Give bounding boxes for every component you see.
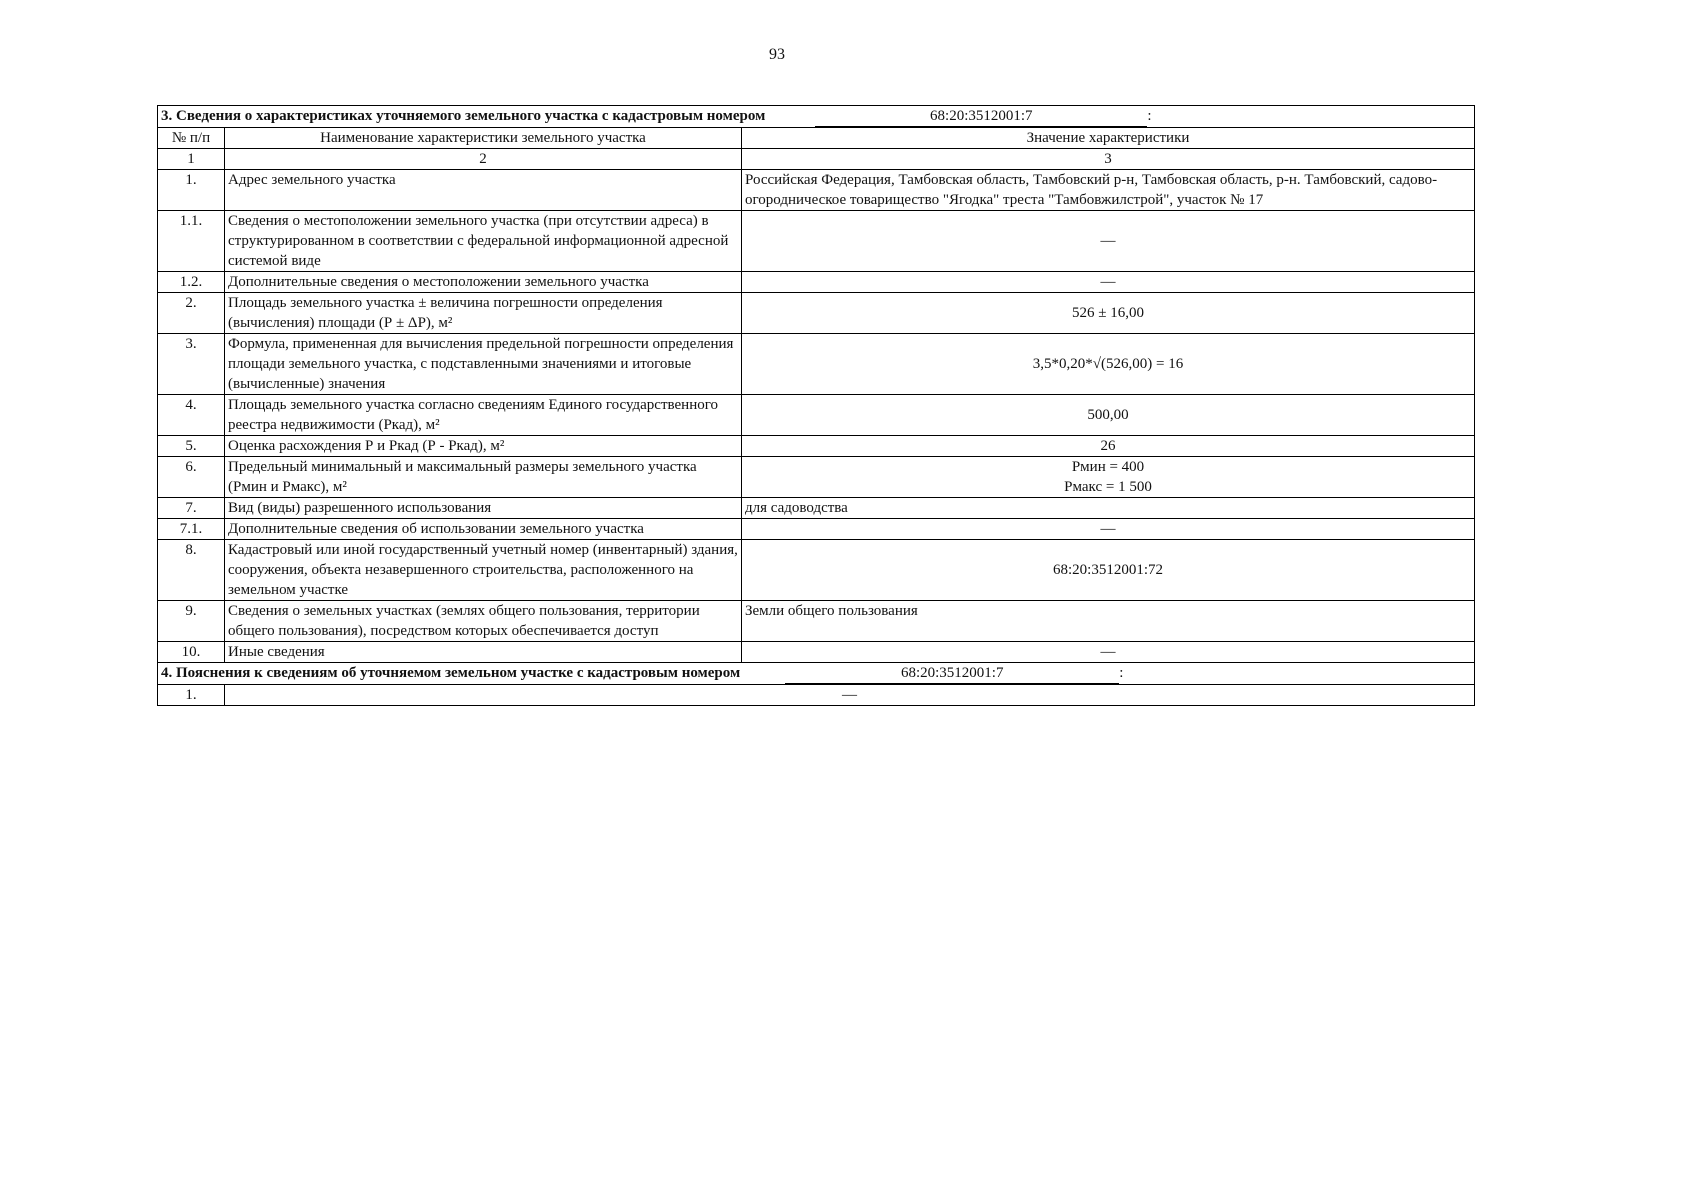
row-number: 8.	[158, 540, 225, 601]
page-number: 93	[769, 46, 785, 63]
row-name: Адрес земельного участка	[225, 170, 742, 211]
col-number-1: 1	[158, 149, 225, 170]
section-3-cadastral-number: 68:20:3512001:7	[815, 106, 1147, 127]
col-header-number: № п/п	[158, 128, 225, 149]
column-number-row	[158, 149, 1475, 170]
row-number: 7.	[158, 498, 225, 519]
row-name: Формула, примененная для вычисления предельной погрешности определения площади земельного участка, с подставленными значениями и итоговые (вычисленные) значения	[225, 334, 742, 395]
table-row	[158, 170, 1475, 211]
row-name: Кадастровый или иной государственный учетный номер (инвентарный) здания, сооружения, объекта незавершенного строительства, расположенного на земельном участке	[225, 540, 742, 601]
row-number: 1.	[158, 685, 225, 706]
table-row	[158, 540, 1475, 601]
table-row	[158, 395, 1475, 436]
row-number: 10.	[158, 642, 225, 663]
row-number: 1.2.	[158, 272, 225, 293]
table-row	[158, 519, 1475, 540]
table-row	[158, 498, 1475, 519]
row-value: —	[742, 211, 1475, 272]
row-number: 6.	[158, 457, 225, 498]
section-4-cadastral-number: 68:20:3512001:7	[785, 663, 1119, 684]
col-number-2: 2	[225, 149, 742, 170]
row-value: —	[225, 685, 1475, 706]
row-name: Вид (виды) разрешенного использования	[225, 498, 742, 519]
row-number: 3.	[158, 334, 225, 395]
table-row	[158, 272, 1475, 293]
col-number-3: 3	[742, 149, 1475, 170]
section-4-title: 4. Пояснения к сведениям об уточняемом земельном участке с кадастровым номером	[161, 665, 741, 681]
section-3-header-row	[158, 106, 1475, 128]
row-name: Сведения о земельных участках (землях общего пользования, территории общего пользования), посредством которых обеспечивается доступ	[225, 601, 742, 642]
row-value: 26	[742, 436, 1475, 457]
row-name: Предельный минимальный и максимальный размеры земельного участка (Рмин и Рмакс), м²	[225, 457, 742, 498]
row-value: 3,5*0,20*√(526,00) = 16	[742, 334, 1475, 395]
col-header-value: Значение характеристики	[742, 128, 1475, 149]
row-number: 9.	[158, 601, 225, 642]
section-3-colon: :	[1147, 108, 1152, 124]
column-header-row	[158, 128, 1475, 149]
table-row	[158, 601, 1475, 642]
min-size-value: Рмин = 400	[1071, 459, 1145, 475]
cadastral-info-table	[157, 105, 1475, 706]
section-3-title: 3. Сведения о характеристиках уточняемого земельного участка с кадастровым номером	[161, 108, 766, 124]
row-name: Дополнительные сведения о местоположении земельного участка	[225, 272, 742, 293]
row-value: —	[742, 272, 1475, 293]
row-number: 7.1.	[158, 519, 225, 540]
row-number: 1.	[158, 170, 225, 211]
col-header-name: Наименование характеристики земельного участка	[225, 128, 742, 149]
row-name: Площадь земельного участка ± величина погрешности определения (вычисления) площади (Р ± ΔР), м²	[225, 293, 742, 334]
table-row	[158, 211, 1475, 272]
section-4-colon: :	[1119, 665, 1124, 681]
section-4-header-row	[158, 663, 1475, 685]
row-value	[742, 457, 1475, 498]
row-name: Сведения о местоположении земельного участка (при отсутствии адреса) в структурированном в соответствии с федеральной информационной адресной системой виде	[225, 211, 742, 272]
row-value: 526 ± 16,00	[742, 293, 1475, 334]
row-name: Площадь земельного участка согласно сведениям Единого государственного реестра недвижимости (Ркад), м²	[225, 395, 742, 436]
row-value: 68:20:3512001:72	[742, 540, 1475, 601]
row-number: 1.1.	[158, 211, 225, 272]
row-number: 4.	[158, 395, 225, 436]
table-row	[158, 293, 1475, 334]
row-name: Дополнительные сведения об использовании земельного участка	[225, 519, 742, 540]
row-name: Иные сведения	[225, 642, 742, 663]
row-value: 500,00	[742, 395, 1475, 436]
table-row	[158, 334, 1475, 395]
table-row	[158, 685, 1475, 706]
table-row	[158, 457, 1475, 498]
row-value: —	[742, 642, 1475, 663]
row-value: —	[742, 519, 1475, 540]
row-number: 2.	[158, 293, 225, 334]
table-row	[158, 436, 1475, 457]
row-name: Оценка расхождения Р и Ркад (Р - Ркад), м²	[225, 436, 742, 457]
table-row	[158, 642, 1475, 663]
max-size-value: Рмакс = 1 500	[1064, 479, 1152, 495]
row-value: для садоводства	[742, 498, 1475, 519]
row-number: 5.	[158, 436, 225, 457]
row-value: Земли общего пользования	[742, 601, 1475, 642]
row-value: Российская Федерация, Тамбовская область, Тамбовский р-н, Тамбовская область, р-н. Тамбовский, садово-огородническое товарищество "Ягодка" треста "Тамбовжилстрой", участок № 17	[742, 170, 1475, 211]
